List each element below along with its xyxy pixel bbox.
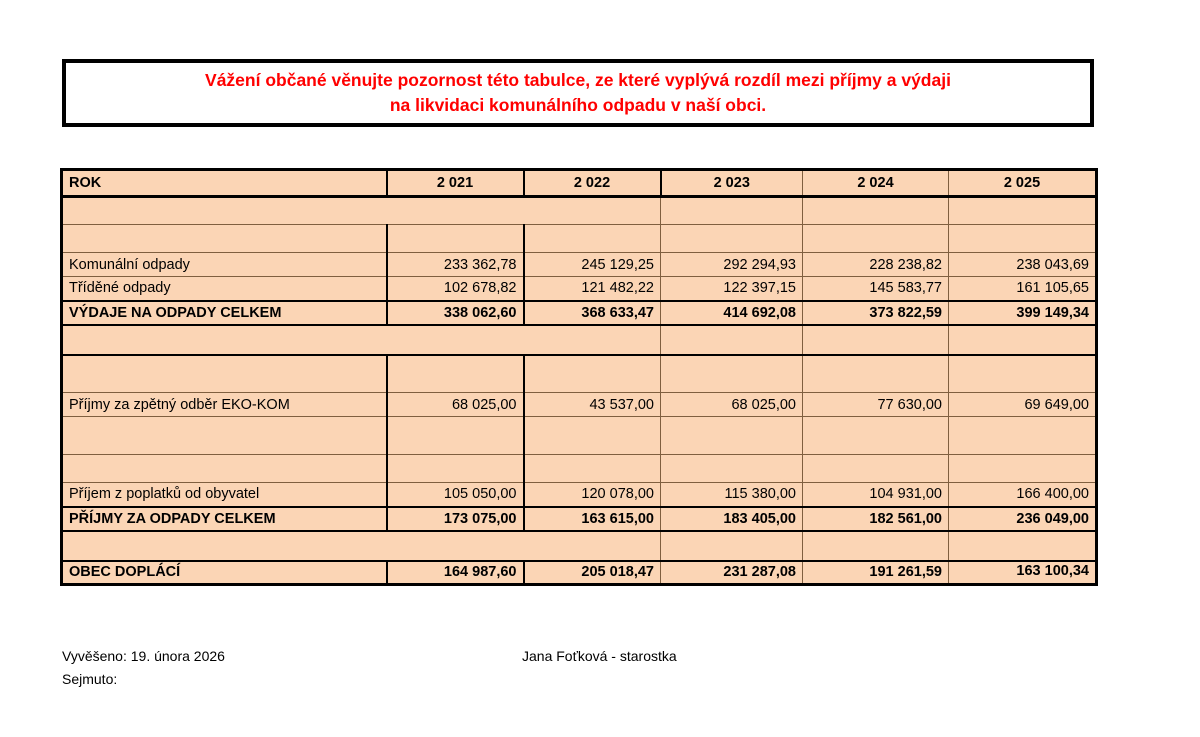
spacer2-cell-2022 <box>524 225 661 253</box>
cell-prijmy-ekokom-2025: 69 649,00 <box>949 393 1097 417</box>
notice-line-2: na likvidaci komunálního odpadu v naší obci. <box>389 95 767 115</box>
cell-vydaje-celkem-2022: 368 633,47 <box>524 301 661 325</box>
notice-banner <box>62 59 1094 127</box>
spacer7-cell-2025 <box>949 531 1097 561</box>
spacer6-cell-2024 <box>803 455 949 483</box>
spacer-row-7 <box>62 531 1097 561</box>
cell-komunalni-odpady-2023: 292 294,93 <box>661 253 803 277</box>
cell-komunalni-odpady-2025: 238 043,69 <box>949 253 1097 277</box>
spacer6-cell-label <box>62 455 387 483</box>
row-label-vydaje-celkem: VÝDAJE NA ODPADY CELKEM <box>62 301 387 325</box>
cell-prijem-poplatky-2023: 115 380,00 <box>661 483 803 507</box>
cell-obec-doplaci-2024: 191 261,59 <box>803 561 949 585</box>
table-row-total-income <box>62 507 1097 531</box>
cell-tridene-odpady-2023: 122 397,15 <box>661 277 803 301</box>
spacer-row-2 <box>62 225 1097 253</box>
signature-label: Jana Foťková - starostka <box>522 648 677 664</box>
posted-date-label: Vyvěšeno: 19. února 2026 <box>62 648 225 664</box>
spacer6-cell-2022 <box>524 455 661 483</box>
spacer4-cell-2023 <box>661 355 803 393</box>
spacer4-cell-2025 <box>949 355 1097 393</box>
cell-obec-doplaci-2023: 231 287,08 <box>661 561 803 585</box>
cell-obec-doplaci-2021: 164 987,60 <box>387 561 524 585</box>
row-label-prijmy-ekokom: Příjmy za zpětný odběr EKO-KOM <box>62 393 387 417</box>
cell-prijmy-ekokom-2023: 68 025,00 <box>661 393 803 417</box>
header-cell-year-2025: 2 025 <box>949 170 1097 197</box>
cell-komunalni-odpady-2022: 245 129,25 <box>524 253 661 277</box>
spacer-cell-2024 <box>803 197 949 225</box>
cell-prijmy-ekokom-2022: 43 537,00 <box>524 393 661 417</box>
spacer3-cell-2025 <box>949 325 1097 355</box>
table-row <box>62 483 1097 507</box>
cell-vydaje-celkem-2023: 414 692,08 <box>661 301 803 325</box>
header-cell-year-2023: 2 023 <box>661 170 803 197</box>
spacer5-cell-label <box>62 417 387 455</box>
cell-vydaje-celkem-2024: 373 822,59 <box>803 301 949 325</box>
table-row-deficit <box>62 561 1097 585</box>
spacer7-cell-merged <box>62 531 661 561</box>
spacer-row-4 <box>62 355 1097 393</box>
spacer4-cell-2021 <box>387 355 524 393</box>
row-label-tridene-odpady: Tříděné odpady <box>62 277 387 301</box>
spacer2-cell-2023 <box>661 225 803 253</box>
cell-prijmy-celkem-2022: 163 615,00 <box>524 507 661 531</box>
spacer6-cell-2025 <box>949 455 1097 483</box>
spacer-row-3 <box>62 325 1097 355</box>
table-row <box>62 277 1097 301</box>
cell-prijmy-ekokom-2024: 77 630,00 <box>803 393 949 417</box>
table-row <box>62 393 1097 417</box>
spacer7-cell-2024 <box>803 531 949 561</box>
spacer4-cell-2024 <box>803 355 949 393</box>
cell-vydaje-celkem-2021: 338 062,60 <box>387 301 524 325</box>
spacer5-cell-2021 <box>387 417 524 455</box>
spacer3-cell-merged <box>62 325 661 355</box>
spacer3-cell-2024 <box>803 325 949 355</box>
spacer-row-1 <box>62 197 1097 225</box>
cell-prijmy-celkem-2025: 236 049,00 <box>949 507 1097 531</box>
row-label-komunalni-odpady: Komunální odpady <box>62 253 387 277</box>
spacer-cell-2025 <box>949 197 1097 225</box>
cell-tridene-odpady-2022: 121 482,22 <box>524 277 661 301</box>
table-row <box>62 253 1097 277</box>
spacer7-cell-2023 <box>661 531 803 561</box>
cell-prijmy-celkem-2021: 173 075,00 <box>387 507 524 531</box>
spacer-row-5 <box>62 417 1097 455</box>
spacer5-cell-2024 <box>803 417 949 455</box>
cell-prijmy-ekokom-2021: 68 025,00 <box>387 393 524 417</box>
spacer3-cell-2023 <box>661 325 803 355</box>
table-header-row <box>62 170 1097 197</box>
cell-komunalni-odpady-2021: 233 362,78 <box>387 253 524 277</box>
cell-prijem-poplatky-2021: 105 050,00 <box>387 483 524 507</box>
header-cell-year-2024: 2 024 <box>803 170 949 197</box>
spacer-cell-2023 <box>661 197 803 225</box>
spacer2-cell-2024 <box>803 225 949 253</box>
row-label-prijmy-celkem: PŘÍJMY ZA ODPADY CELKEM <box>62 507 387 531</box>
cell-tridene-odpady-2024: 145 583,77 <box>803 277 949 301</box>
cell-prijmy-celkem-2023: 183 405,00 <box>661 507 803 531</box>
spacer4-cell-label <box>62 355 387 393</box>
cell-tridene-odpady-2025: 161 105,65 <box>949 277 1097 301</box>
table-row-total-expenses <box>62 301 1097 325</box>
cell-prijmy-celkem-2024: 182 561,00 <box>803 507 949 531</box>
cell-obec-doplaci-2022: 205 018,47 <box>524 561 661 585</box>
spacer-row-6 <box>62 455 1097 483</box>
spacer5-cell-2023 <box>661 417 803 455</box>
notice-line-1: Vážení občané věnujte pozornost této tabulce, ze které vyplývá rozdíl mezi příjmy a výdaji <box>205 70 951 90</box>
document-footer <box>62 645 1102 691</box>
waste-budget-table <box>60 168 1098 586</box>
cell-tridene-odpady-2021: 102 678,82 <box>387 277 524 301</box>
cell-prijem-poplatky-2022: 120 078,00 <box>524 483 661 507</box>
footer-row-removed <box>62 668 1102 691</box>
spacer6-cell-2021 <box>387 455 524 483</box>
header-cell-year-2022: 2 022 <box>524 170 661 197</box>
cell-obec-doplaci-2025: 163 100,34 <box>949 561 1097 585</box>
spacer-cell-merged <box>62 197 661 225</box>
cell-vydaje-celkem-2025: 399 149,34 <box>949 301 1097 325</box>
header-cell-year-2021: 2 021 <box>387 170 524 197</box>
spacer4-cell-2022 <box>524 355 661 393</box>
header-cell-rok: ROK <box>62 170 387 197</box>
cell-komunalni-odpady-2024: 228 238,82 <box>803 253 949 277</box>
row-label-prijem-poplatky: Příjem z poplatků od obyvatel <box>62 483 387 507</box>
footer-row-posted <box>62 645 1102 668</box>
removed-date-label: Sejmuto: <box>62 671 118 687</box>
spacer2-cell-2025 <box>949 225 1097 253</box>
cell-prijem-poplatky-2024: 104 931,00 <box>803 483 949 507</box>
spacer5-cell-2022 <box>524 417 661 455</box>
spacer5-cell-2025 <box>949 417 1097 455</box>
spacer2-cell-label <box>62 225 387 253</box>
spacer6-cell-2023 <box>661 455 803 483</box>
row-label-obec-doplaci: OBEC DOPLÁCÍ <box>62 561 387 585</box>
cell-prijem-poplatky-2025: 166 400,00 <box>949 483 1097 507</box>
spacer2-cell-2021 <box>387 225 524 253</box>
